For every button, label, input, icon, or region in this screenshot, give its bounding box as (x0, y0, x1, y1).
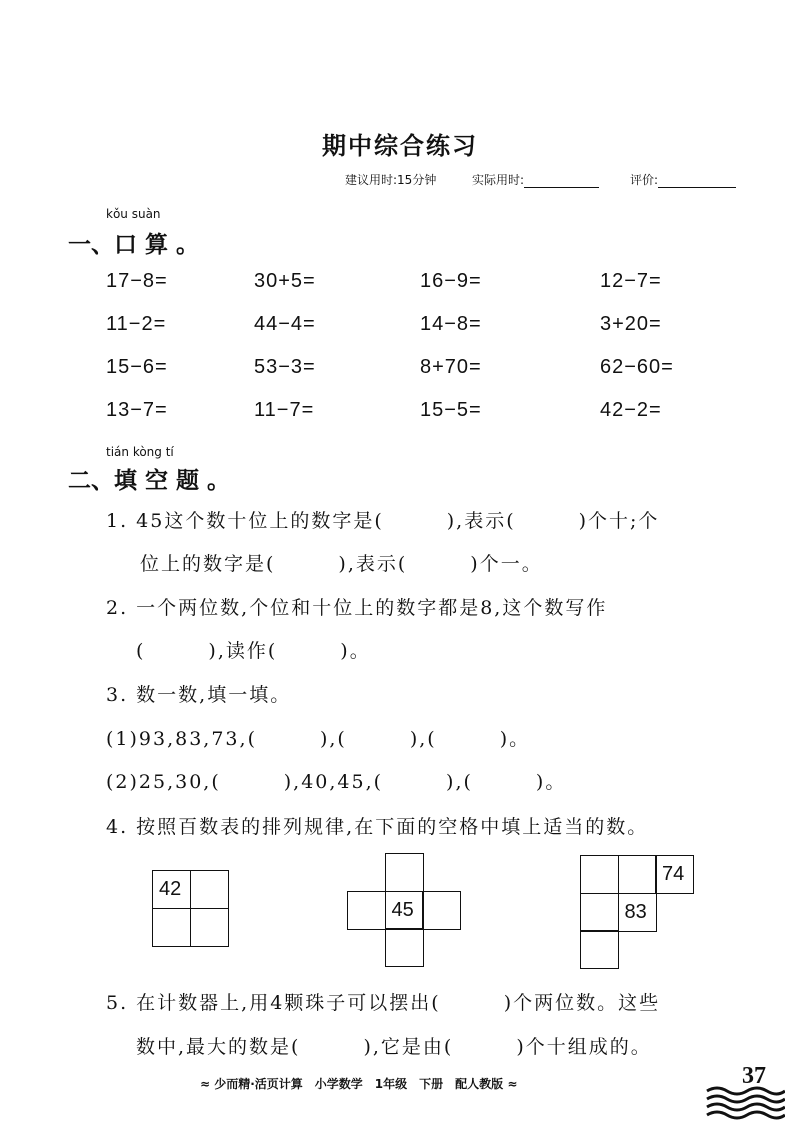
calc-item: 11−7= (254, 399, 315, 421)
calc-item: 16−9= (420, 270, 482, 292)
question-5-line2: 数中,最大的数是( ),它是由( )个十组成的。 (136, 1036, 652, 1058)
section2-heading: 二、填 空 题 。 (68, 468, 231, 494)
grid-cell[interactable] (618, 855, 657, 894)
suggested-time: 建议用时:15分钟 (345, 173, 437, 187)
rating-blank[interactable] (658, 175, 736, 188)
grid-cell[interactable] (190, 908, 229, 947)
calc-item: 8+70= (420, 356, 482, 378)
grid-cell[interactable] (580, 893, 619, 932)
grid-value: 45 (391, 898, 414, 921)
grid-cell[interactable] (152, 908, 191, 947)
calc-item: 15−6= (106, 356, 168, 378)
section2-pinyin: tián kòng tí (106, 445, 174, 459)
page-title: 期中综合练习 (322, 132, 478, 160)
calc-item: 11−2= (106, 313, 167, 335)
section1-pinyin: kǒu suàn (106, 207, 161, 221)
page-number: 37 (742, 1063, 766, 1089)
calc-item: 14−8= (420, 313, 482, 335)
calc-item: 17−8= (106, 270, 168, 292)
wave-decoration-icon (705, 1085, 785, 1125)
grid-cell[interactable] (422, 891, 461, 930)
calc-item: 13−7= (106, 399, 168, 421)
calc-item: 44−4= (254, 313, 316, 335)
question-3-part1: (1)93,83,73,( ),( ),( )。 (106, 728, 531, 750)
grid-cell[interactable] (580, 930, 619, 969)
grid-cell[interactable] (385, 928, 424, 967)
calc-item: 30+5= (254, 270, 316, 292)
rating-field (630, 171, 736, 188)
question-2-line1: 2. 一个两位数,个位和十位上的数字都是8,这个数写作 (106, 597, 608, 619)
grid-cell[interactable] (580, 855, 619, 894)
question-5-line1: 5. 在计数器上,用4颗珠子可以摆出( )个两位数。这些 (106, 992, 661, 1014)
grid-cell[interactable] (190, 870, 229, 909)
grid-value: 83 (624, 900, 647, 923)
actual-time-label: 实际用时: (472, 173, 525, 187)
actual-time-field (472, 171, 599, 188)
grid-cell (618, 893, 657, 932)
calc-item: 3+20= (600, 313, 662, 335)
actual-time-blank[interactable] (524, 175, 599, 188)
question-1-line2: 位上的数字是( ),表示( )个一。 (140, 553, 543, 575)
question-1-line1: 1. 45这个数十位上的数字是( ),表示( )个十;个 (106, 510, 660, 532)
grid-cell[interactable] (347, 891, 386, 930)
calc-item: 15−5= (420, 399, 482, 421)
calc-item: 53−3= (254, 356, 316, 378)
grid-value: 74 (662, 863, 685, 885)
footer-text: ≈ 少而精·活页计算 小学数学 1年级 下册 配人教版 ≈ (200, 1077, 518, 1091)
section1-heading: 一、口 算 。 (68, 232, 200, 258)
calc-item: 12−7= (600, 270, 662, 292)
grid-cell (655, 855, 694, 894)
question-4: 4. 按照百数表的排列规律,在下面的空格中填上适当的数。 (106, 816, 649, 838)
question-2-line2: ( ),读作( )。 (136, 640, 371, 662)
grid-cell (385, 891, 424, 930)
question-3-part2: (2)25,30,( ),40,45,( ),( )。 (106, 771, 567, 793)
question-3-heading: 3. 数一数,填一填。 (106, 684, 292, 706)
grid-value: 42 (159, 878, 182, 900)
calc-item: 42−2= (600, 399, 662, 421)
grid-cell (152, 870, 191, 909)
rating-label: 评价: (630, 173, 659, 187)
calc-item: 62−60= (600, 356, 674, 378)
grid-cell[interactable] (385, 853, 424, 892)
